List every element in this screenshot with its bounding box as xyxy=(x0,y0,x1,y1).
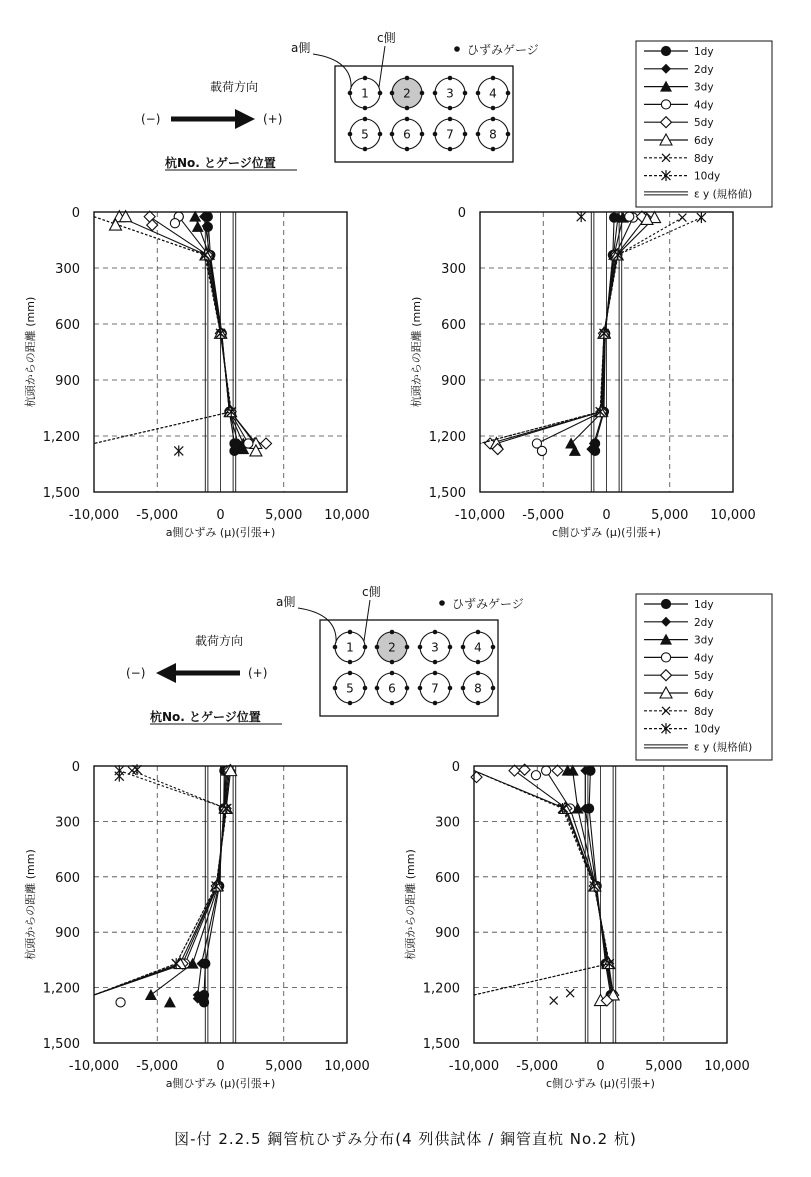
y-tick-label: 1,200 xyxy=(42,981,80,997)
data-point-4dy xyxy=(244,439,253,448)
data-point-4dy xyxy=(170,219,179,228)
x-tick-label: -5,000 xyxy=(136,1059,179,1074)
y-tick-label: 1,500 xyxy=(428,486,466,501)
load-direction-label: 載荷方向 xyxy=(210,80,259,94)
x-tick-label: -10,000 xyxy=(454,508,506,523)
gauge-legend-dot xyxy=(439,600,445,606)
x-tick-label: -5,000 xyxy=(516,1059,559,1074)
gauge-dot xyxy=(390,91,395,96)
y-tick-label: 300 xyxy=(55,815,80,831)
x-tick-label: 5,000 xyxy=(645,1059,683,1074)
y-tick-label: 1,500 xyxy=(422,1037,460,1052)
gauge-dot xyxy=(448,686,453,691)
gauge-dot xyxy=(420,132,425,137)
pile-number-1: 1 xyxy=(361,86,369,101)
y-tick-label: 0 xyxy=(71,206,80,221)
pile-number-1: 1 xyxy=(346,640,354,655)
x-tick-label: 10,000 xyxy=(324,508,370,523)
gauge-dot xyxy=(491,76,496,81)
pile-number-5: 5 xyxy=(346,681,354,696)
pile-number-6: 6 xyxy=(403,127,411,142)
chart-top-c xyxy=(409,206,756,539)
pile-number-6: 6 xyxy=(388,681,396,696)
load-direction-label: 載荷方向 xyxy=(195,634,244,648)
legend-marker xyxy=(661,653,670,662)
gauge-dot xyxy=(363,645,368,650)
chart-bottom-c xyxy=(403,760,750,1090)
gauge-dot xyxy=(418,645,423,650)
legend-label: 1dy xyxy=(694,46,714,58)
gauge-dot xyxy=(448,117,453,122)
gauge-dot xyxy=(405,147,410,152)
gauge-dot xyxy=(375,686,380,691)
x-tick-label: 5,000 xyxy=(265,508,303,523)
load-minus-label: (−) xyxy=(141,112,161,126)
side-a-label: a側 xyxy=(276,595,296,609)
data-point-4dy xyxy=(625,212,634,221)
gauge-dot xyxy=(476,660,481,665)
gauge-dot xyxy=(433,630,438,635)
x-tick-label: 10,000 xyxy=(710,508,756,523)
y-axis-label: 杭頭からの距離 (mm) xyxy=(24,849,37,960)
y-tick-label: 600 xyxy=(441,318,466,333)
y-tick-label: 300 xyxy=(441,262,466,277)
y-axis-label: 杭頭からの距離 (mm) xyxy=(410,296,423,408)
gauge-dot xyxy=(461,645,466,650)
pile-diagram-caption: 杭No. とゲージ位置 xyxy=(150,710,261,724)
legend-marker xyxy=(661,46,670,55)
x-tick-label: 10,000 xyxy=(324,1059,370,1074)
y-tick-label: 600 xyxy=(55,870,80,886)
gauge-dot xyxy=(405,686,410,691)
chart-top-a xyxy=(23,206,370,539)
y-axis-label: 杭頭からの距離 (mm) xyxy=(24,296,37,408)
pile-number-3: 3 xyxy=(446,86,454,101)
gauge-dot xyxy=(348,671,353,676)
gauge-dot xyxy=(491,147,496,152)
y-tick-label: 1,200 xyxy=(422,981,460,997)
legend-marker xyxy=(661,599,670,608)
data-point-4dy xyxy=(116,998,125,1007)
gauge-dot xyxy=(405,106,410,111)
load-minus-label: (−) xyxy=(126,666,146,680)
x-axis-label: c側ひずみ (μ)(引張+) xyxy=(546,1077,655,1090)
load-plus-label: (+) xyxy=(248,666,268,680)
pile-number-8: 8 xyxy=(489,127,497,142)
pile-number-8: 8 xyxy=(474,681,482,696)
y-tick-label: 1,200 xyxy=(428,430,466,445)
gauge-dot xyxy=(491,117,496,122)
gauge-dot xyxy=(405,76,410,81)
y-tick-label: 300 xyxy=(55,262,80,277)
gauge-legend-text: ひずみゲージ xyxy=(452,597,524,611)
legend-bottom xyxy=(636,594,772,760)
legend-label: 2dy xyxy=(694,63,714,76)
load-arrowhead xyxy=(156,663,176,683)
gauge-dot xyxy=(506,132,511,137)
x-tick-label: 0 xyxy=(596,1059,605,1074)
x-tick-label: 0 xyxy=(216,508,225,523)
legend-label: 6dy xyxy=(694,135,714,147)
gauge-dot xyxy=(405,645,410,650)
legend-label: 1dy xyxy=(694,599,714,611)
pile-number-3: 3 xyxy=(431,640,439,655)
gauge-dot xyxy=(348,660,353,665)
pile-diagram-top xyxy=(141,31,539,170)
data-point-1dy xyxy=(199,998,208,1007)
data-point-1dy xyxy=(586,766,595,775)
gauge-dot xyxy=(375,645,380,650)
x-axis-label: a側ひずみ (μ)(引張+) xyxy=(165,526,276,539)
pile-diagram-caption: 杭No. とゲージ位置 xyxy=(165,156,276,170)
gauge-dot xyxy=(476,671,481,676)
gauge-dot xyxy=(448,645,453,650)
gauge-dot xyxy=(476,630,481,635)
gauge-dot xyxy=(448,147,453,152)
gauge-dot xyxy=(491,686,496,691)
gauge-dot xyxy=(348,701,353,706)
gauge-dot xyxy=(390,671,395,676)
y-tick-label: 0 xyxy=(451,760,460,775)
pile-number-7: 7 xyxy=(446,127,454,142)
x-tick-label: -5,000 xyxy=(522,508,565,523)
pile-diagram-bottom xyxy=(126,585,524,724)
gauge-dot xyxy=(378,132,383,137)
gauge-dot xyxy=(448,106,453,111)
data-point-4dy xyxy=(537,446,546,455)
gauge-dot xyxy=(363,147,368,152)
gauge-dot xyxy=(433,701,438,706)
gauge-dot xyxy=(378,91,383,96)
y-tick-label: 1,500 xyxy=(42,1037,80,1052)
pile-number-5: 5 xyxy=(361,127,369,142)
y-tick-label: 600 xyxy=(55,318,80,333)
side-c-label: c側 xyxy=(377,31,396,45)
gauge-dot xyxy=(463,91,468,96)
x-axis-label: a側ひずみ (μ)(引張+) xyxy=(165,1077,276,1090)
gauge-dot xyxy=(348,630,353,635)
gauge-legend-dot xyxy=(454,46,460,52)
legend-label: 6dy xyxy=(694,688,714,700)
y-tick-label: 300 xyxy=(435,815,460,831)
legend-label: ε y (規格値) xyxy=(694,741,753,754)
x-tick-label: 0 xyxy=(216,1059,225,1074)
y-tick-label: 900 xyxy=(55,926,80,942)
x-tick-label: 5,000 xyxy=(651,508,689,523)
legend-marker xyxy=(661,100,670,109)
gauge-dot xyxy=(363,117,368,122)
gauge-dot xyxy=(348,91,353,96)
pile-number-7: 7 xyxy=(431,681,439,696)
legend-label: 3dy xyxy=(694,81,714,94)
gauge-dot xyxy=(363,76,368,81)
figure-caption: 図-付 2.2.5 鋼管杭ひずみ分布(4 列供試体 / 鋼管直杭 No.2 杭) xyxy=(174,1130,637,1148)
gauge-dot xyxy=(390,660,395,665)
legend-label: 4dy xyxy=(694,99,714,112)
gauge-dot xyxy=(390,701,395,706)
gauge-dot xyxy=(390,132,395,137)
y-tick-label: 600 xyxy=(435,870,460,886)
pile-number-2: 2 xyxy=(388,640,396,655)
gauge-dot xyxy=(433,671,438,676)
gauge-dot xyxy=(448,76,453,81)
legend-label: 4dy xyxy=(694,652,714,665)
data-point-1dy xyxy=(203,222,212,231)
gauge-dot xyxy=(363,106,368,111)
chart-bottom-a xyxy=(23,760,370,1090)
x-tick-label: -10,000 xyxy=(68,508,120,523)
gauge-dot xyxy=(363,686,368,691)
side-c-label: c側 xyxy=(362,585,381,599)
legend-label: 10dy xyxy=(694,723,721,736)
x-tick-label: 10,000 xyxy=(704,1059,750,1074)
x-tick-label: -10,000 xyxy=(448,1059,500,1074)
x-tick-label: -10,000 xyxy=(68,1059,120,1074)
gauge-dot xyxy=(476,701,481,706)
gauge-dot xyxy=(506,91,511,96)
y-tick-label: 0 xyxy=(457,206,466,221)
gauge-dot xyxy=(476,91,481,96)
pile-number-2: 2 xyxy=(403,86,411,101)
data-point-4dy xyxy=(542,766,551,775)
legend-label: 5dy xyxy=(694,117,714,130)
y-tick-label: 900 xyxy=(55,374,80,389)
x-tick-label: -5,000 xyxy=(136,508,179,523)
y-tick-label: 900 xyxy=(435,926,460,942)
gauge-dot xyxy=(433,660,438,665)
legend-label: 2dy xyxy=(694,616,714,629)
legend-label: ε y (規格値) xyxy=(694,188,753,201)
y-tick-label: 1,500 xyxy=(42,486,80,501)
legend-label: 10dy xyxy=(694,170,721,183)
gauge-legend-text: ひずみゲージ xyxy=(467,43,539,57)
data-point-4dy xyxy=(531,771,540,780)
pile-number-4: 4 xyxy=(474,640,482,655)
y-axis-label: 杭頭からの距離 (mm) xyxy=(404,849,417,960)
gauge-dot xyxy=(333,645,338,650)
legend-label: 5dy xyxy=(694,670,714,683)
legend-label: 8dy xyxy=(694,152,714,165)
gauge-dot xyxy=(433,132,438,137)
gauge-dot xyxy=(491,106,496,111)
pile-number-4: 4 xyxy=(489,86,497,101)
gauge-dot xyxy=(405,117,410,122)
load-plus-label: (+) xyxy=(263,112,283,126)
gauge-dot xyxy=(491,645,496,650)
x-tick-label: 0 xyxy=(602,508,611,523)
x-tick-label: 5,000 xyxy=(265,1059,303,1074)
gauge-dot xyxy=(390,630,395,635)
x-axis-label: c側ひずみ (μ)(引張+) xyxy=(552,526,661,539)
legend-top xyxy=(636,41,772,207)
side-a-label: a側 xyxy=(291,41,311,55)
y-tick-label: 1,200 xyxy=(42,430,80,445)
gauge-dot xyxy=(420,91,425,96)
gauge-dot xyxy=(348,132,353,137)
gauge-dot xyxy=(463,132,468,137)
y-tick-label: 0 xyxy=(71,760,80,775)
load-arrowhead xyxy=(235,109,255,129)
gauge-dot xyxy=(461,686,466,691)
gauge-dot xyxy=(333,686,338,691)
legend-label: 3dy xyxy=(694,634,714,647)
gauge-dot xyxy=(433,91,438,96)
y-tick-label: 900 xyxy=(441,374,466,389)
gauge-dot xyxy=(476,132,481,137)
legend-label: 8dy xyxy=(694,705,714,718)
gauge-dot xyxy=(418,686,423,691)
